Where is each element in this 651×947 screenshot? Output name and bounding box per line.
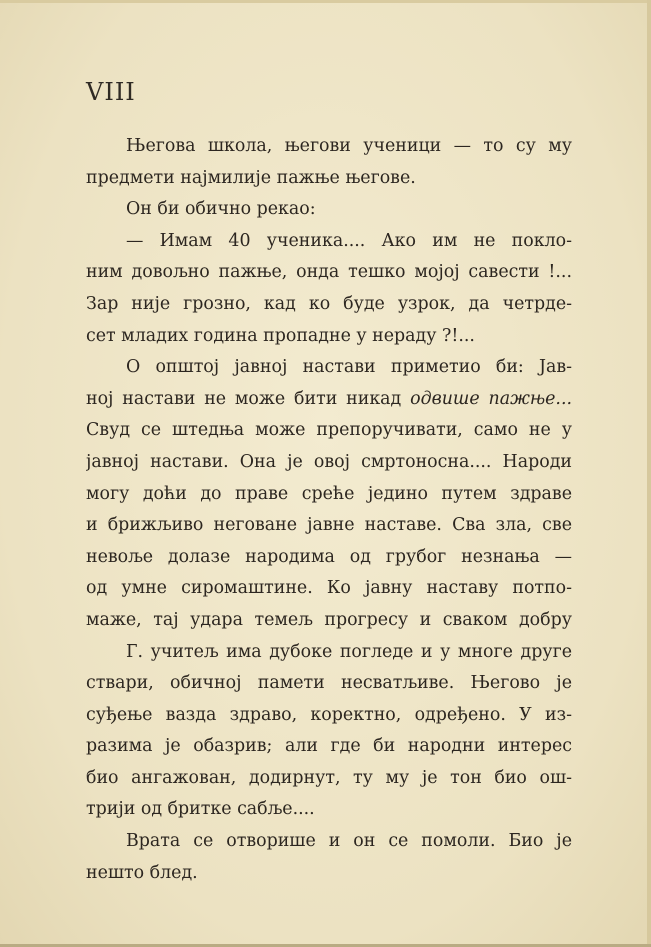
text-line — [86, 826, 572, 858]
text-line-content: ним довољно пажње, онда тешко мојој савести !... — [86, 262, 572, 283]
text-line-content: — Имам 40 ученика.... Ако им не покло- — [126, 230, 572, 251]
text-line — [86, 763, 572, 795]
text-line-content: нешто блед. — [86, 862, 198, 883]
text-line-content: невоље долазе народима од грубог незнања — — [86, 546, 572, 567]
text-line — [86, 226, 572, 258]
text-line — [86, 858, 572, 890]
text-line-content: ствари, обичној памети несватљиве. Његово је — [86, 673, 572, 694]
text-line — [86, 321, 572, 353]
text-line-content: разима је обазрив; али где би народни интерес — [86, 736, 572, 757]
text-line — [86, 131, 572, 163]
text-line — [86, 637, 572, 669]
text-line-content: Он би обично рекао: — [126, 199, 316, 220]
text-line-content: маже, тај удара темељ прогресу и сваком добру — [86, 609, 572, 630]
text-line-content: и брижљиво неговане јавне наставе. Сва зла, све — [86, 515, 572, 536]
text-line — [86, 794, 572, 826]
text-line-content: О општој јавној настави приметио би: Јав- — [126, 357, 572, 378]
text-line-content: Свуд се штедња може препоручивати, само не у — [86, 420, 572, 441]
text-line — [86, 510, 572, 542]
text-line — [86, 542, 572, 574]
text-line-content: сет младих година пропадне у нераду ?!... — [86, 325, 475, 346]
text-line — [86, 415, 572, 447]
text-line-content: Његова школа, његови ученици — то су му — [126, 136, 572, 156]
text-line — [86, 163, 572, 195]
page-top-edge — [0, 0, 651, 3]
text-line — [86, 384, 572, 416]
text-line — [86, 447, 572, 479]
text-line-content: Врата се отворише и он се помоли. Био је — [126, 831, 572, 852]
text-line — [86, 352, 572, 384]
text-line — [86, 573, 572, 605]
text-line — [86, 479, 572, 511]
text-line-content: јавној настави. Она је овој смртоносна.... Народи — [86, 451, 572, 472]
text-line-content: од умне сиромаштине. Ко јавну наставу потпо- — [86, 578, 572, 599]
text-line-content: Г. учитељ има дубоке погледе и у многе друге — [126, 641, 572, 662]
text-line-content: могу доћи до праве среће једино путем здраве — [86, 483, 572, 504]
text-line — [86, 700, 572, 732]
page-number: VIII — [86, 78, 136, 106]
text-line — [86, 194, 572, 226]
emphasized-text: одвише пажње... — [410, 388, 572, 409]
body-text — [86, 131, 572, 889]
text-line — [86, 668, 572, 700]
text-line — [86, 289, 572, 321]
text-line — [86, 257, 572, 289]
text-line-content: трији од бритке сабље.... — [86, 799, 315, 820]
text-line-content: предмети најмилије пажње његове. — [86, 167, 416, 188]
text-line-content: био ангажован, додирнут, ту му је тон био ош- — [86, 767, 572, 788]
text-line-content: суђење вазда здраво, коректно, одређено. У из- — [86, 704, 572, 725]
text-line-content: Зар није грозно, кад ко буде узрок, да четрде- — [86, 293, 572, 314]
page-right-edge — [647, 0, 651, 947]
text-line-content: ној настави не може бити никад — [86, 388, 411, 409]
text-line — [86, 731, 572, 763]
text-line — [86, 605, 572, 637]
